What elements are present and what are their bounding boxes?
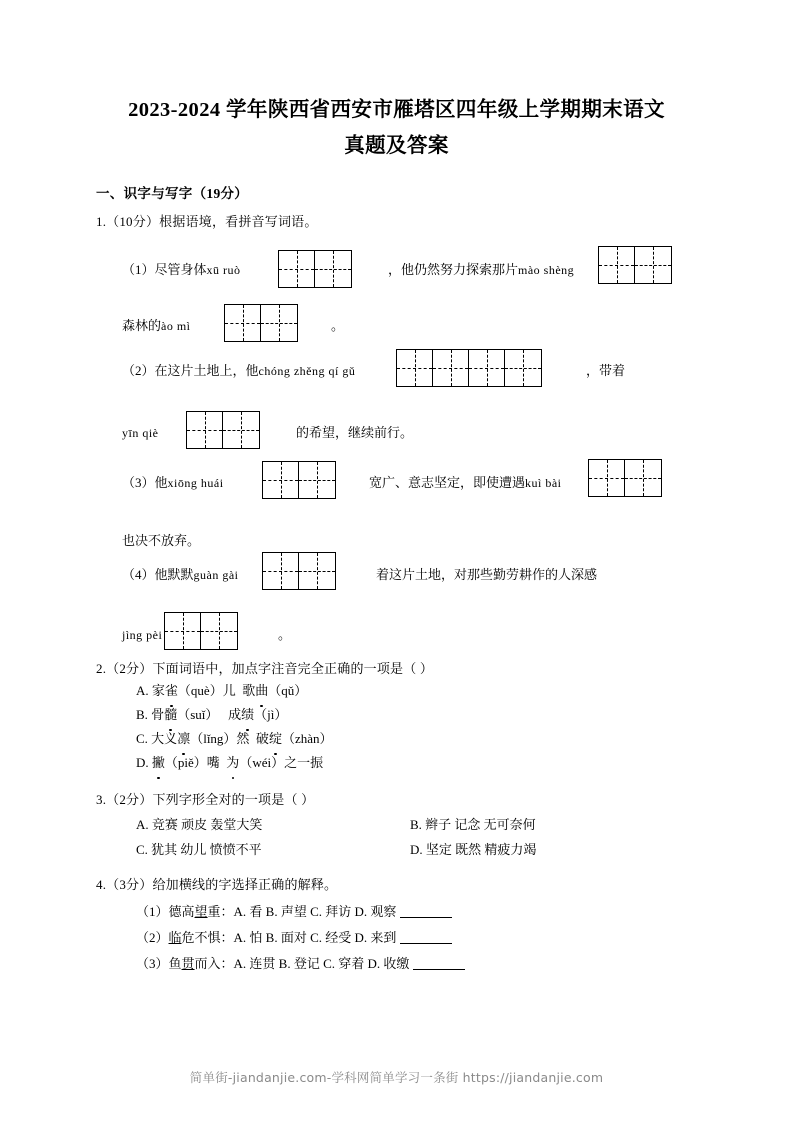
option-c-text: 大义凛（lǐng）然 破绽（zhàn）	[151, 731, 332, 746]
q1-1-text-3: 森林的	[122, 318, 162, 333]
question-2-option-b[interactable]	[96, 703, 697, 727]
question-1-item-4	[96, 552, 697, 648]
question-4-item-2	[96, 925, 697, 951]
option-d-text: 撇（piě）嘴 为（wéi）之一振	[152, 755, 323, 770]
option-a-key: A.	[136, 683, 149, 698]
q1-4-text-4: 。	[278, 627, 292, 642]
q1-2-text-1: 在这片土地上，他	[154, 363, 259, 378]
writing-grid-ao-mi[interactable]	[224, 304, 298, 342]
question-2-option-a[interactable]	[96, 679, 697, 703]
q1-1-text-4: 。	[331, 318, 345, 333]
writing-grid-mao-sheng[interactable]	[598, 246, 672, 284]
q1-2-text-4: 的希望，继续前行。	[296, 425, 414, 440]
q4-1-underlined-char: 望	[194, 904, 208, 919]
question-4-stem: 4.（3分）给加横线的字选择正确的解释。	[96, 877, 338, 892]
writing-grid-kui-bai[interactable]	[588, 459, 662, 497]
question-3-option-b[interactable]: B. 辫子 记念 无可奈何	[410, 817, 536, 832]
q4-3-answer-blank[interactable]	[413, 956, 465, 970]
question-4-item-1	[96, 899, 697, 925]
q1-4-label: （4）	[122, 567, 155, 582]
question-3-option-a[interactable]: A. 竞赛 顽皮 轰堂大笑	[136, 817, 263, 832]
option-b-key: B.	[136, 707, 148, 722]
q1-2-label: （2）	[122, 363, 155, 378]
page-title	[96, 0, 697, 164]
q4-3-pre: 鱼	[168, 956, 182, 971]
writing-grid-yin-qie[interactable]	[186, 411, 260, 449]
writing-grid-xu-ruo[interactable]	[278, 250, 352, 288]
q1-1-text-1: 尽管身体	[154, 262, 207, 277]
question-3-option-c[interactable]: C. 犹其 幼儿 愤愤不平	[136, 842, 262, 857]
question-3-stem: 3.（2分）下列字形全对的一项是（ ）	[96, 792, 315, 807]
q4-2-answer-blank[interactable]	[400, 930, 452, 944]
q4-1-pre: 德高	[168, 904, 195, 919]
q1-1-label: （1）	[122, 262, 155, 277]
q1-1-text-2: ，他仍然努力探索那片	[388, 262, 519, 277]
q1-3-text-1: 他	[154, 475, 168, 490]
question-3-option-d[interactable]: D. 坚定 既然 精疲力竭	[410, 842, 537, 857]
q1-1-pinyin-2: mào shèng	[518, 263, 575, 277]
q1-3-pinyin-1: xiōng huái	[167, 476, 224, 490]
q1-4-pinyin-1: guàn gài	[193, 568, 239, 582]
question-4-item-3	[96, 951, 697, 977]
footer-watermark: 简单街-jiandanjie.com-学科网简单学习一条街 https://jiandanjie.com	[189, 1070, 604, 1085]
q1-4-text-1: 他默默	[154, 567, 194, 582]
writing-grid-chong-zheng-qi-gu[interactable]	[396, 349, 542, 387]
option-c-key: C.	[136, 731, 148, 746]
q4-3-label: （3）	[136, 956, 169, 971]
q1-1-pinyin-1: xū ruò	[206, 263, 241, 277]
q1-3-pinyin-2: kuì bài	[525, 476, 562, 490]
q1-4-pinyin-3: jìng pèi	[122, 628, 163, 642]
section-heading-1: 一、识字与写字（19分）	[96, 186, 249, 201]
question-2-option-d[interactable]	[96, 751, 697, 775]
q4-1-label: （1）	[136, 904, 169, 919]
question-1-item-1	[96, 238, 697, 342]
question-1-stem: 1.（10分）根据语境，看拼音写词语。	[96, 214, 318, 229]
question-2-stem: 2.（2分）下面词语中，加点字注音完全正确的一项是（ ）	[96, 661, 434, 676]
q4-3-post: 而入：A. 连贯 B. 登记 C. 穿着 D. 收缴	[194, 956, 410, 971]
q1-1-pinyin-3: ào mì	[161, 319, 191, 333]
option-a-text: 家雀（què）儿 歌曲（qǔ）	[152, 683, 307, 698]
q4-2-post: 危不惧：A. 怕 B. 面对 C. 经受 D. 来到	[181, 930, 397, 945]
q4-3-underlined-char: 贯	[181, 956, 195, 971]
q1-3-text-4: 也决不放弃。	[122, 533, 201, 548]
q1-3-text-2: 宽广、意志坚定，即使遭遇	[369, 475, 526, 490]
q4-1-answer-blank[interactable]	[400, 904, 452, 918]
option-d-key: D.	[136, 755, 149, 770]
q4-2-label: （2）	[136, 930, 169, 945]
title-line-1: 2023-2024 学年陕西省西安市雁塔区四年级上学期期末语文	[128, 99, 665, 121]
question-1-item-3	[96, 450, 697, 552]
writing-grid-guan-gai[interactable]	[262, 552, 336, 590]
question-2-option-c[interactable]	[96, 727, 697, 751]
question-1-item-2	[96, 342, 697, 450]
title-line-2: 真题及答案	[344, 135, 449, 157]
q1-4-text-2: 着这片土地，对那些勤劳耕作的人深感	[376, 567, 598, 582]
q1-2-text-2: ，带着	[586, 363, 626, 378]
q4-1-post: 重：A. 看 B. 声望 C. 拜访 D. 观察	[207, 904, 397, 919]
writing-grid-jing-pei[interactable]	[164, 612, 238, 650]
q1-3-label: （3）	[122, 475, 155, 490]
writing-grid-xiong-huai[interactable]	[262, 461, 336, 499]
q1-2-pinyin-3: yīn qiè	[122, 426, 159, 440]
q1-2-pinyin-1: chóng zhěng qí gǔ	[258, 364, 356, 378]
question-3-option-row-2	[96, 839, 697, 860]
option-b-text: 骨髓（suǐ） 成绩（jì）	[151, 707, 287, 722]
question-3-option-row-1	[96, 814, 697, 835]
q4-2-underlined-char: 临	[168, 930, 182, 945]
